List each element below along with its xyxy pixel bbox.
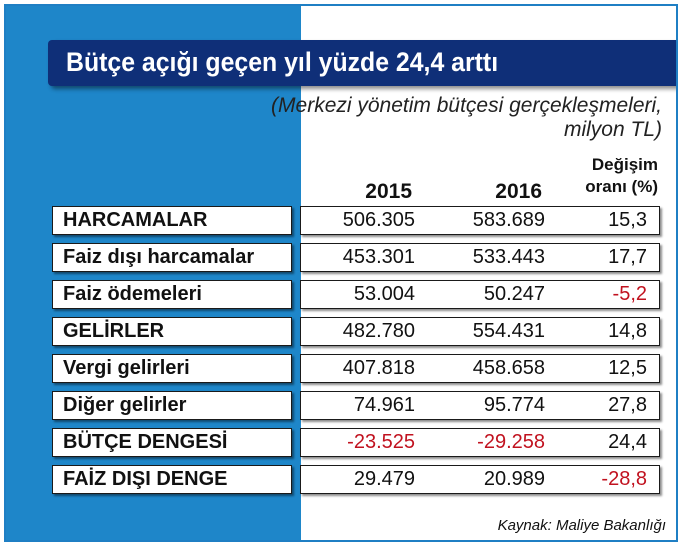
source-note: Kaynak: Maliye Bakanlığı <box>497 517 666 534</box>
row-label: Faiz dışı harcamalar <box>52 243 292 272</box>
value-2016: 583.689 <box>472 209 545 231</box>
row-label: GELİRLER <box>52 317 292 346</box>
value-change: 27,8 <box>608 394 647 416</box>
subtitle <box>142 94 662 142</box>
value-change: 24,4 <box>608 431 647 453</box>
row-label: HARCAMALAR <box>52 206 292 235</box>
row-values <box>300 354 660 383</box>
value-2015: 53.004 <box>353 283 415 305</box>
page-title: Bütçe açığı geçen yıl yüzde 24,4 arttı <box>66 47 499 77</box>
value-2016: 554.431 <box>472 320 545 342</box>
table-row <box>52 465 656 494</box>
value-2016: 458.658 <box>472 357 545 379</box>
column-header-change-line-2: oranı (%) <box>585 177 658 196</box>
value-2015: 453.301 <box>342 246 415 268</box>
row-label: BÜTÇE DENGESİ <box>52 428 292 457</box>
value-change: 12,5 <box>608 357 647 379</box>
row-values <box>300 280 660 309</box>
column-header-2015: 2015 <box>365 180 412 203</box>
table-row <box>52 354 656 383</box>
row-label: Vergi gelirleri <box>52 354 292 383</box>
row-label: FAİZ DIŞI DENGE <box>52 465 292 494</box>
subtitle-line-2: milyon TL) <box>563 118 662 141</box>
value-change: 17,7 <box>608 246 647 268</box>
row-values <box>300 465 660 494</box>
column-header-change-line-1: Değişim <box>591 155 658 174</box>
row-values <box>300 317 660 346</box>
value-2015: -23.525 <box>347 431 415 453</box>
infographic-frame <box>4 4 678 542</box>
value-2015: 74.961 <box>353 394 415 416</box>
row-values <box>300 206 660 235</box>
row-values <box>300 391 660 420</box>
row-label: Diğer gelirler <box>52 391 292 420</box>
row-label: Faiz ödemeleri <box>52 280 292 309</box>
column-header-change <box>566 154 658 198</box>
value-2016: 95.774 <box>483 394 545 416</box>
value-change: -28,8 <box>601 468 647 490</box>
value-2016: 533.443 <box>472 246 545 268</box>
value-2015: 29.479 <box>353 468 415 490</box>
column-header-2016: 2016 <box>495 180 542 203</box>
table-row <box>52 206 656 235</box>
value-2015: 506.305 <box>342 209 415 231</box>
value-2016: 50.247 <box>483 283 545 305</box>
value-change: 14,8 <box>608 320 647 342</box>
value-change: 15,3 <box>608 209 647 231</box>
subtitle-line-1: (Merkezi yönetim bütçesi gerçekleşmeleri, <box>271 94 662 117</box>
value-2015: 482.780 <box>342 320 415 342</box>
table-row <box>52 280 656 309</box>
value-2016: -29.258 <box>477 431 545 453</box>
blue-side-panel <box>6 6 301 540</box>
table-row <box>52 243 656 272</box>
title-bar <box>48 40 678 86</box>
table-row <box>52 391 656 420</box>
value-2015: 407.818 <box>342 357 415 379</box>
value-change: -5,2 <box>612 283 647 305</box>
table-row <box>52 428 656 457</box>
value-2016: 20.989 <box>483 468 545 490</box>
row-values <box>300 243 660 272</box>
row-values <box>300 428 660 457</box>
table-row <box>52 317 656 346</box>
